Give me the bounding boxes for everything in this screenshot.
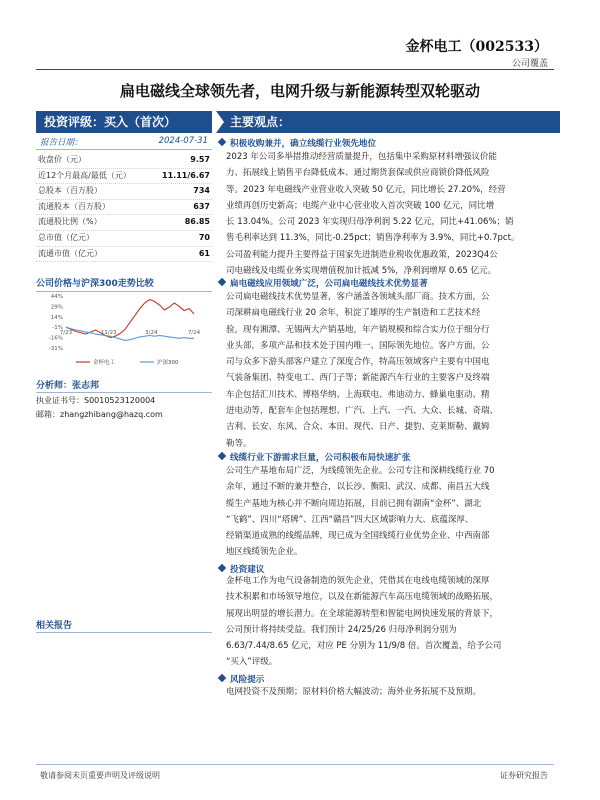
analyst-rule [36, 392, 212, 393]
analyst-certificate: 执业证书号：S0010523120004 [36, 396, 156, 405]
text-line: 司与众多下游头部客户建立了深度合作，特高压领域客户主要有中国电 [226, 357, 490, 368]
metric-label: 近12个月最高/最低（元） [38, 170, 131, 180]
y-tick-label: -1% [52, 325, 63, 332]
text-line: 验，现有湘潭、无锡两大产销基地，年产销规模和综合实力位于细分行 [226, 324, 490, 335]
text-line: 公司生产基地布局广泛，为线缆领先企业。公司专注和深耕线缆行业 70 [226, 466, 495, 476]
metric-label: 流通市值（亿元） [38, 248, 102, 258]
investment-rating-bar: 投资评级：买入（首次） [36, 111, 212, 133]
metric-row [36, 215, 212, 231]
text-line: 进电动等，配套车企包括理想、广汽、上汽、一汽、大众、长城、奇瑞、 [226, 406, 499, 417]
metric-value: 70 [198, 232, 210, 242]
text-line: 6.63/7.44/8.65 亿元，对应 PE 分别为 11/9/8 倍。首次覆盖，给予公司 [226, 641, 502, 652]
section-heading: 风险提示 [219, 673, 264, 685]
section-heading: 积极收购兼并，确立线缆行业领先地位 [219, 137, 376, 149]
text-line: 技术积累和市场领导地位，以及在新能源汽车高压电缆领域的战略拓展， [226, 592, 499, 603]
metric-row [36, 184, 212, 200]
text-line: “飞鹤”、四川“塔牌”、江西“赣昌”四大区域影响力大、底蕴深厚、 [226, 514, 474, 525]
text-line: 金杯电工作为电气设备制造的领先企业，凭借其在电线电缆领域的深厚 [226, 576, 490, 586]
section-heading: 线缆行业下游需求巨量，公司积极布局快速扩张 [219, 451, 410, 463]
metric-row [36, 153, 212, 169]
company-name: 金杯电工（002533） [405, 39, 548, 55]
section-paragraph [226, 149, 566, 279]
text-line: 业绩再创历史新高；电缆产业中心营业收入首次突破 100 亿元，同比增 [226, 200, 495, 211]
diamond-bullet-icon [218, 452, 226, 460]
x-tick-label: 7/23 [59, 330, 73, 337]
text-line: “买入”评级。 [226, 657, 278, 668]
text-line: 气装备集团、特变电工、西门子等；新能源汽车行业的主要客户及终端 [226, 373, 490, 384]
analyst-name: 分析师：张志邦 [36, 381, 100, 391]
text-line: 司电磁线及电缆业务实现增值税加计抵减 5%，净利润增厚 0.65 亿元。 [226, 266, 497, 277]
metric-row [36, 247, 212, 263]
x-tick-label: 11/23 [100, 330, 117, 337]
diamond-bullet-icon [218, 564, 226, 572]
legend-label: 金杯电工 [93, 360, 116, 366]
section-paragraph [226, 573, 566, 671]
x-tick-label: 7/24 [187, 330, 201, 337]
arrow-notch-icon [216, 111, 224, 133]
related-reports-title: 相关报告 [36, 621, 73, 631]
section-paragraph [226, 684, 566, 700]
metric-label: 总市值（亿元） [38, 232, 94, 242]
metric-value: 734 [193, 186, 210, 196]
report-date-value: 2024-07-31 [158, 136, 208, 146]
text-line: 司深耕扁电磁线行业 20 余年，积淀了雄厚的生产制造和工艺技术经 [226, 308, 481, 319]
text-line: 公司盈利能力提升主要得益于国家先进制造业税收优惠政策，2023Q4公 [226, 249, 498, 260]
section-heading: 投资建议 [219, 563, 264, 575]
stock-metrics-table [36, 153, 212, 262]
metric-value: 11.11/6.67 [162, 170, 210, 180]
text-line: 车企包括汇川技术、博格华纳、上海联电、弗迪动力、蜂巢电驱动、精 [226, 389, 490, 400]
metric-row [36, 200, 212, 216]
section-heading: 扁电磁线应用领域广泛，公司扁电磁线技术优势显著 [219, 277, 428, 289]
text-line: 长 13.04%。公司 2023 年实现归母净利润 5.22 亿元，同比+41.06%；销 [226, 217, 514, 228]
y-tick-label: -31% [48, 346, 63, 352]
text-line: 展现出明显的增长潜力。在全球能源转型和智能电网快速发展的背景下， [226, 608, 499, 619]
legend-label: 沪深300 [157, 360, 179, 366]
x-tick-label: 3/24 [145, 330, 158, 337]
text-line: 电网投资不及预期；原材料价格大幅波动；海外业务拓展不及预期。 [226, 687, 482, 697]
text-line: 缆生产基地为核心并不断向周边拓展，目前已拥有湖南“金杯”、湖北 [226, 498, 482, 509]
diamond-bullet-icon [218, 138, 226, 146]
y-tick-label: 29% [50, 304, 63, 311]
text-line: 经销渠道成熟的线缆品牌，现已成为全国线缆行业优势企业、中西南部 [226, 531, 490, 542]
metric-value: 61 [198, 248, 210, 258]
section-paragraph [226, 289, 566, 452]
metric-label: 总股本（百万股） [38, 186, 102, 196]
text-line: 售毛利率达到 11.3%，同比-0.25pct；销售净利率为 3.9%，同比+0.7pct。 [226, 233, 520, 244]
text-line: 2023 年公司多举措推动经营质量提升，包括集中采购原材料增强议价能 [226, 152, 497, 162]
text-line: 等。2023 年电磁线产业营业收入突破 50 亿元，同比增长 27.20%，经营 [226, 184, 506, 195]
text-line: 公司预计将持续受益。我们预计 24/25/26 归母净利润分别为 [226, 624, 457, 635]
header-rule [36, 69, 554, 70]
text-line: 业头部，多项产品和技术处于国内唯一、国际领先地位。客户方面，公 [226, 340, 490, 351]
text-line: 力、拓展线上销售平台降低成本、通过期货套保或供应商锁价降低风险 [226, 168, 490, 179]
footer-disclaimer: 敬请参阅末页重要声明及评级说明 [40, 771, 160, 780]
analyst-email[interactable]: 邮箱：zhangzhibang@hazq.com [36, 410, 163, 419]
metric-value: 9.57 [190, 155, 210, 164]
metric-label: 流通股本（百万股） [38, 201, 110, 211]
main-views-bar: 主要观点： [216, 111, 560, 133]
metric-label: 收盘价（元） [38, 155, 86, 164]
document-type: 公司覆盖 [511, 59, 548, 69]
metric-label: 流通股比例（%） [38, 217, 102, 227]
y-tick-label: 44% [50, 294, 63, 300]
text-line: 勒等。 [226, 438, 252, 449]
y-tick-label: -16% [48, 335, 63, 342]
footer-rule [36, 764, 554, 765]
metric-row [36, 231, 212, 247]
metric-value: 637 [193, 201, 210, 211]
report-headline: 扁电磁线全球领先者，电网升级与新能源转型双轮驱动 [119, 82, 480, 100]
text-line: 地区线缆领先企业。 [226, 547, 303, 558]
report-date-label: 报告日期： [40, 138, 83, 148]
diamond-bullet-icon [218, 674, 226, 682]
report-date-row [36, 136, 212, 150]
section-paragraph [226, 463, 566, 561]
text-line: 吉利、长安、东风、合众、本田、现代、日产、捷豹、克莱斯勒、戴姆 [226, 422, 490, 433]
text-line: 余年，通过不断的兼并整合，以长沙、衡阳、武汉、成都、南昌五大线 [226, 482, 490, 493]
footer-label: 证券研究报告 [500, 771, 548, 780]
metric-row [36, 169, 212, 185]
related-reports-rule [36, 632, 212, 633]
text-line: 公司扁电磁线技术优势显著，客户涵盖各领域头部厂商。技术方面，公 [226, 292, 490, 302]
metric-value: 86.85 [184, 217, 210, 227]
y-tick-label: 14% [50, 314, 63, 321]
price-chart-title: 公司价格与沪深300走势比较 [36, 276, 212, 292]
price-comparison-chart [36, 292, 212, 372]
diamond-bullet-icon [218, 278, 226, 286]
